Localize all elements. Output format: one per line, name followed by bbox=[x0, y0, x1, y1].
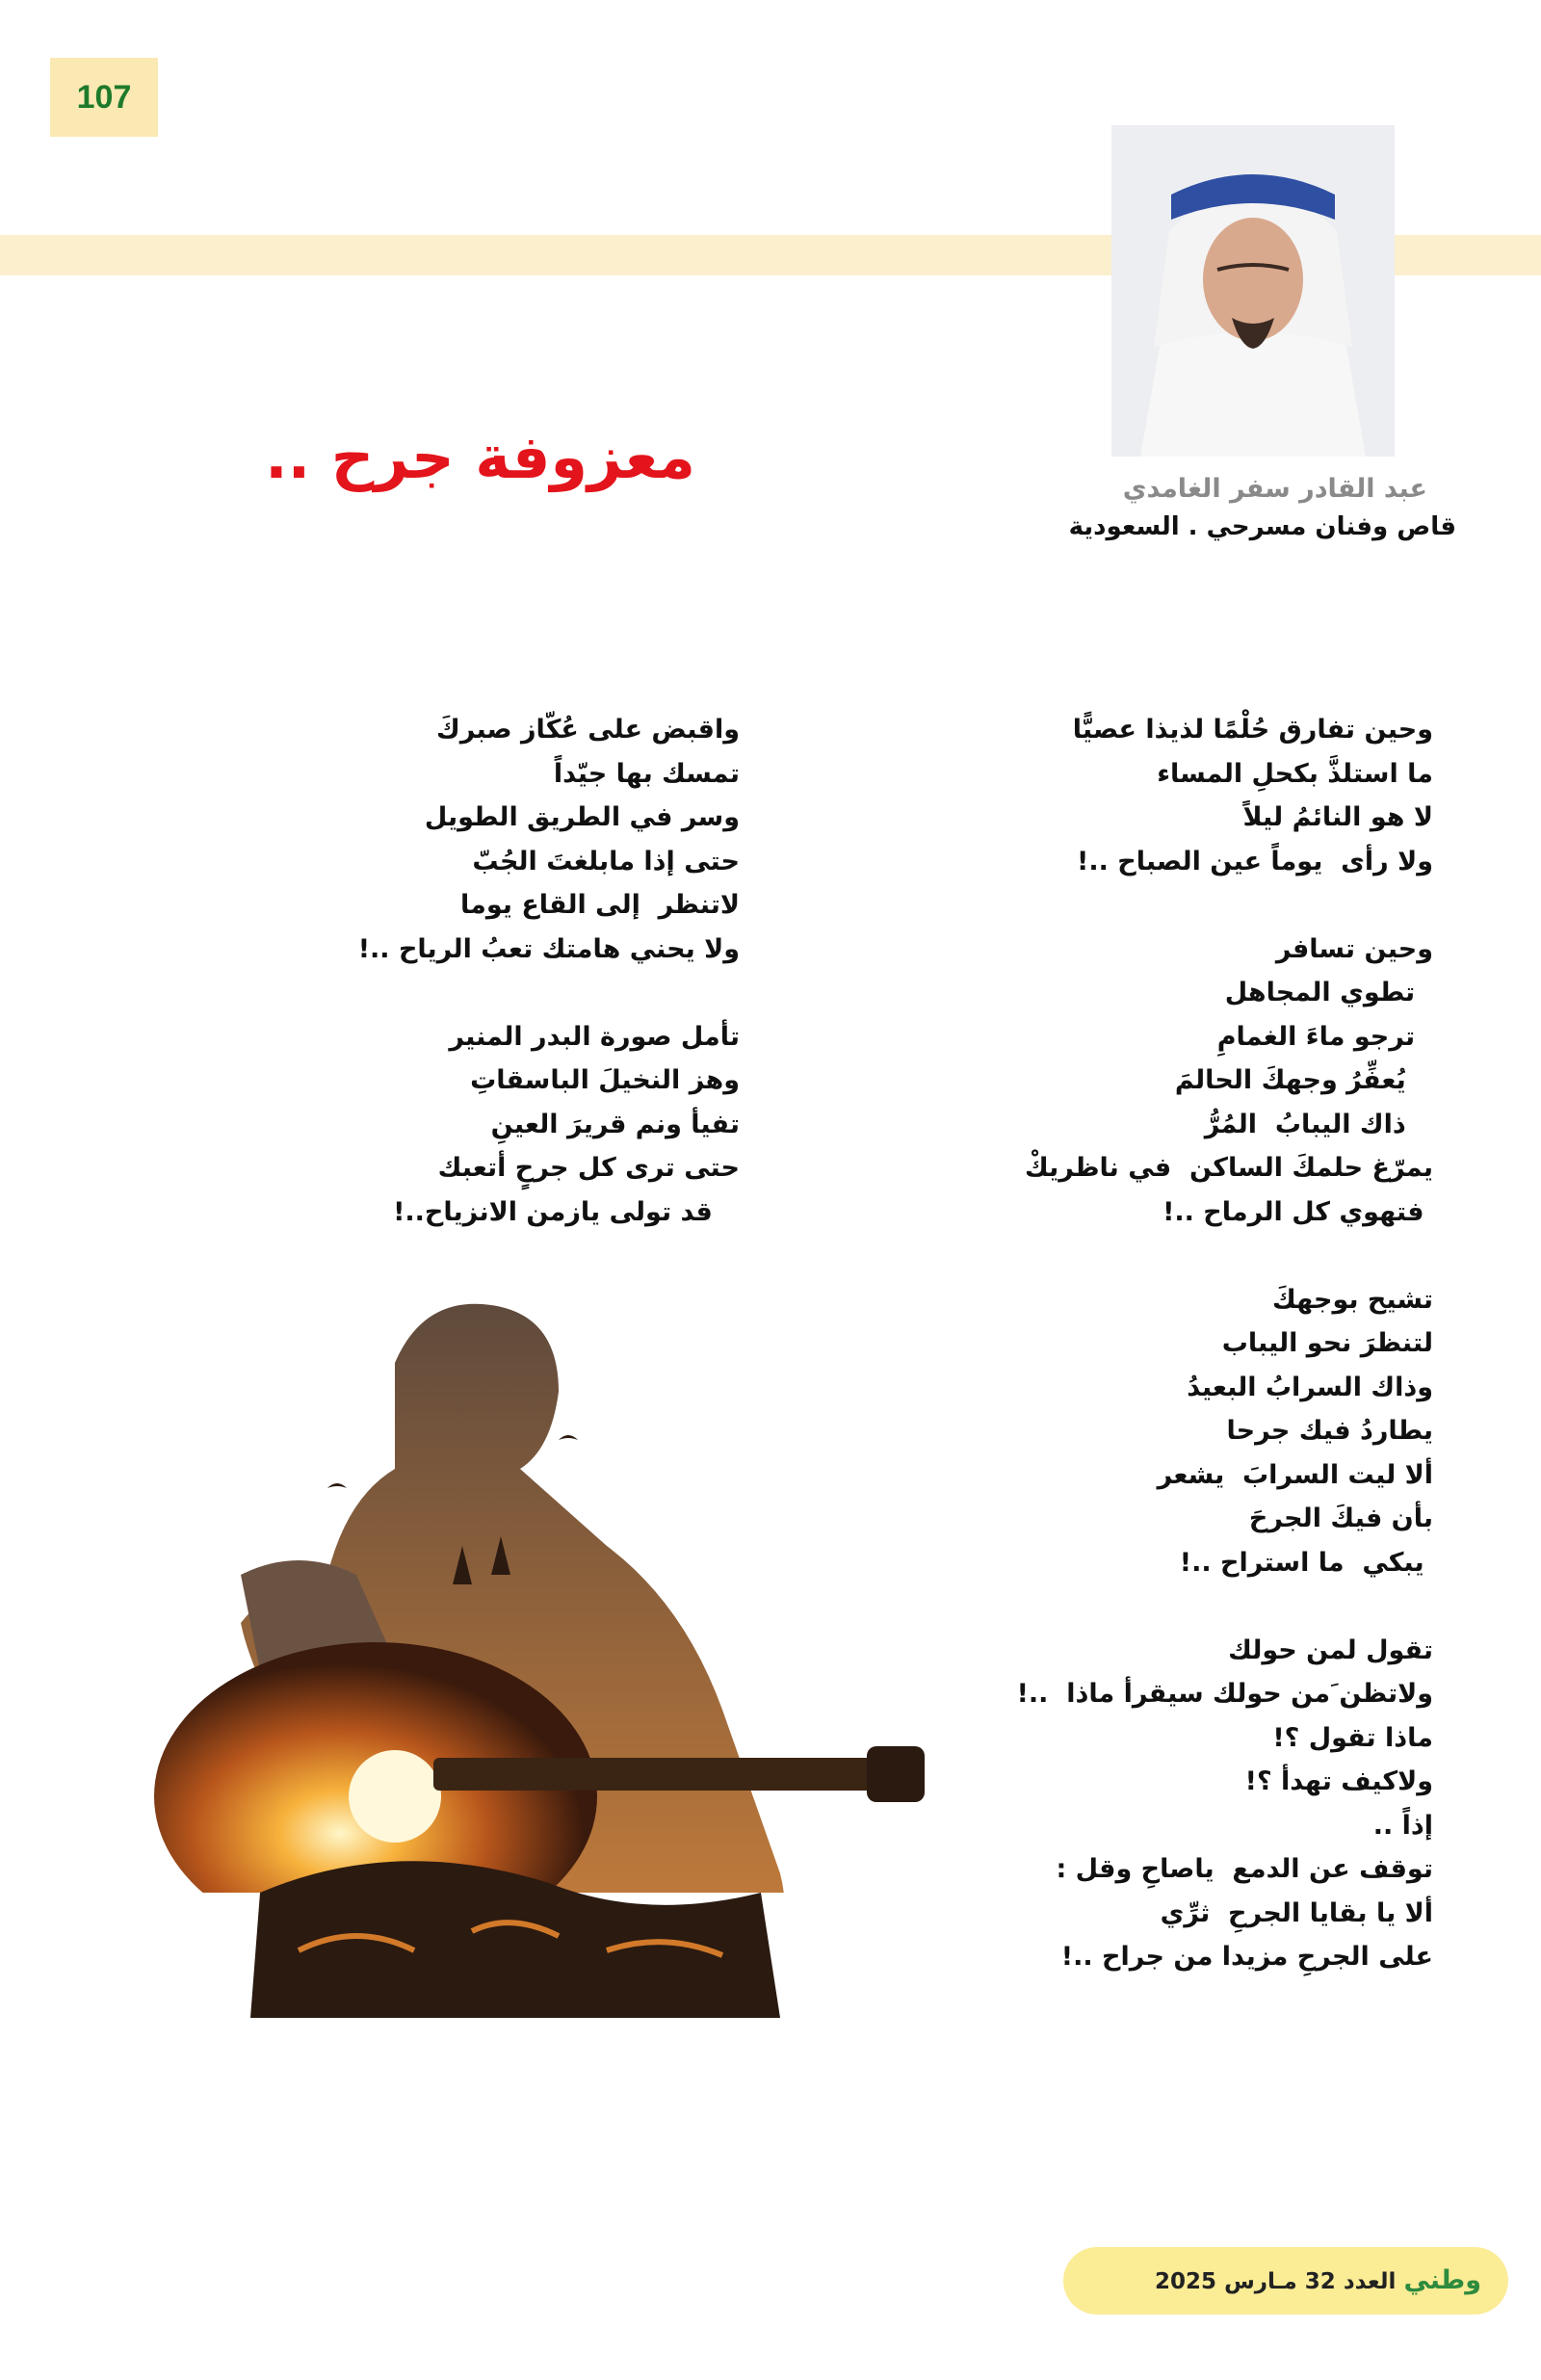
poem-line: ولاتظن َمن حولك سيقرأ ماذا ..! bbox=[1016, 1679, 1433, 1709]
poem-line: يمرّغ حلمكَ الساكن في ناظريكْ bbox=[1025, 1153, 1433, 1183]
poem-line: يطاردُ فيك جرحا bbox=[1226, 1416, 1433, 1446]
poem-title: معزوفة جرح .. bbox=[265, 422, 695, 492]
footer-text bbox=[1155, 2247, 1481, 2315]
page-number: 107 bbox=[50, 58, 158, 137]
stanza-gap bbox=[200, 971, 740, 1015]
poem-line: بأن فيكَ الجرحَ bbox=[1248, 1504, 1433, 1533]
author-role: قاص وفنان مسرحي . السعودية bbox=[1068, 512, 1456, 541]
poem-line: توقف عن الدمع ياصاحِ وقل : bbox=[1056, 1854, 1433, 1884]
footer-banner bbox=[1063, 2247, 1508, 2315]
poem-line: ولاكيف تهدأ ؟! bbox=[1244, 1766, 1433, 1796]
poem-line: ولا يحني هامتك تعبُ الرياح ..! bbox=[357, 933, 740, 964]
poem-line: تمسك بها جيّداً bbox=[553, 758, 740, 789]
poem-line: تشيح بوجهكَ bbox=[1272, 1284, 1433, 1315]
poem-line: لاتنظر إلى القاع يوما bbox=[460, 890, 740, 920]
issue-month: مـارس bbox=[1224, 2269, 1297, 2294]
poem-line: لا هو النائمُ ليلاً bbox=[1242, 802, 1433, 832]
poem-line: فتهوي كل الرماح ..! bbox=[1162, 1196, 1433, 1227]
poem-line: وهز النخيلَ الباسقاتِ bbox=[470, 1065, 740, 1095]
poem-line: ألا ليت السرابَ يشعر bbox=[1157, 1459, 1433, 1490]
issue-year: 2025 bbox=[1155, 2269, 1217, 2294]
poem-line: تقول لمن حولك bbox=[1228, 1635, 1433, 1665]
poem-line: وذاك السرابُ البعيدُ bbox=[1187, 1372, 1433, 1402]
poem-line: لتنظرَ نحو اليباب bbox=[1221, 1328, 1433, 1358]
poem-line: يبكي ما استراح ..! bbox=[1179, 1547, 1433, 1578]
poem-line: قد تولى يازمن الانزياح..! bbox=[393, 1196, 740, 1227]
poem-line: وحين تسافر bbox=[1275, 933, 1433, 964]
poem-line: على الجرحِ مزيدا من جراح ..! bbox=[1060, 1942, 1433, 1972]
poem-line: ألا يا بقايا الجرحِ ثرِّي bbox=[1160, 1897, 1433, 1928]
poem-line: ما استلذَّ بكحلِ المساء bbox=[1157, 758, 1433, 789]
poem-line: ذاك اليبابُ المُرُّ bbox=[1204, 1109, 1433, 1139]
poem-line: حتى ترى كل جرحٍ أتعبك bbox=[437, 1153, 740, 1183]
poem-line: يُعفِّرُ وجهكَ الحالمَ bbox=[1174, 1065, 1433, 1095]
poem-line: تفيأ ونم قريرَ العينِ bbox=[490, 1109, 740, 1139]
guitarist-illustration bbox=[106, 1257, 1002, 2047]
stanza-gap bbox=[894, 883, 1433, 928]
poem-line: ترجو ماءَ الغمامِ bbox=[1216, 1021, 1433, 1052]
author-photo bbox=[1111, 125, 1395, 457]
poem-line: إذاً .. bbox=[1372, 1810, 1433, 1841]
magazine-brand: وطني bbox=[1403, 2265, 1481, 2295]
issue-label: العدد bbox=[1343, 2269, 1397, 2294]
author-name: عبد القادر سفر الغامدي bbox=[1122, 474, 1427, 504]
poem-line: تأمل صورة البدر المنير bbox=[449, 1021, 740, 1052]
poem-line: حتى إذا مابلغتَ الجُبّ bbox=[472, 846, 740, 876]
poem-line: ماذا تقول ؟! bbox=[1272, 1722, 1433, 1753]
poem-line: تطوي المجاهل bbox=[1224, 978, 1433, 1007]
issue-number: 32 bbox=[1304, 2269, 1336, 2294]
poem-line: وحين تفارق حُلْمًا لذيذا عصيًّا bbox=[1072, 715, 1433, 745]
poem-left-column bbox=[200, 708, 740, 1234]
poem-line: وسر في الطريق الطويل bbox=[424, 802, 740, 832]
poem-line: واقبض على عُكّاز صبركَ bbox=[435, 715, 740, 745]
poem-line: ولا رأى يوماً عين الصباح ..! bbox=[1077, 846, 1433, 876]
